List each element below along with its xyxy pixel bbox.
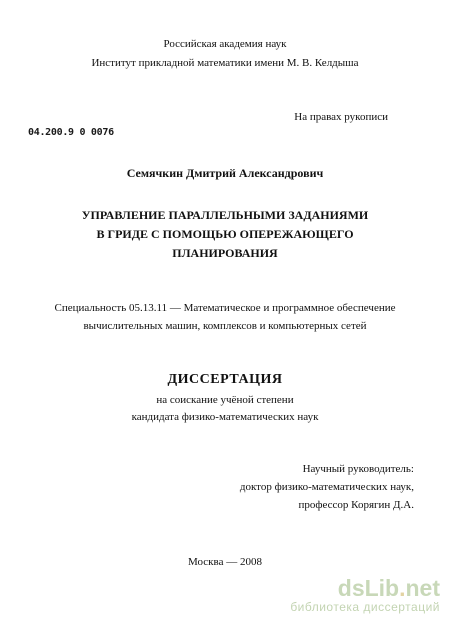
watermark <box>290 576 440 614</box>
institution-line-1: Российская академия наук <box>163 38 287 50</box>
watermark-logo-part-1: dsLib <box>337 575 400 601</box>
institution-line-2: Институт прикладной математики имени М. В. Келдыша <box>91 57 359 69</box>
rights-note: На правах рукописи <box>294 111 388 123</box>
supervisor-label: Научный руководитель: <box>302 463 414 475</box>
degree-line-1: на соискание учёной степени <box>156 394 294 406</box>
thesis-title-line-3: ПЛАНИРОВАНИЯ <box>172 246 278 260</box>
supervisor-name: профессор Корягин Д.А. <box>298 499 414 511</box>
thesis-title-line-2: В ГРИДЕ С ПОМОЩЬЮ ОПЕРЕЖАЮЩЕГО <box>96 227 354 241</box>
specialty-line-2: вычислительных машин, комплексов и компьютерных сетей <box>83 320 367 332</box>
author-name: Семячкин Дмитрий Александрович <box>126 166 324 180</box>
watermark-logo <box>290 576 440 600</box>
supervisor-degree: доктор физико-математических наук, <box>239 481 414 493</box>
specialty-line-1: Специальность 05.13.11 — Математическое и программное обеспечение <box>54 302 396 314</box>
watermark-subtitle: библиотека диссертаций <box>290 600 440 614</box>
document-type: ДИССЕРТАЦИЯ <box>167 372 283 387</box>
thesis-title <box>0 206 450 263</box>
watermark-logo-dot: . <box>399 575 406 601</box>
stamp-code: 04.200.9 0 0076 <box>28 127 114 138</box>
city-year: Москва — 2008 <box>188 556 262 568</box>
watermark-logo-part-2: net <box>405 575 440 601</box>
degree-line-2: кандидата физико-математических наук <box>131 411 319 423</box>
thesis-title-line-1: УПРАВЛЕНИЕ ПАРАЛЛЕЛЬНЫМИ ЗАДАНИЯМИ <box>81 208 369 222</box>
